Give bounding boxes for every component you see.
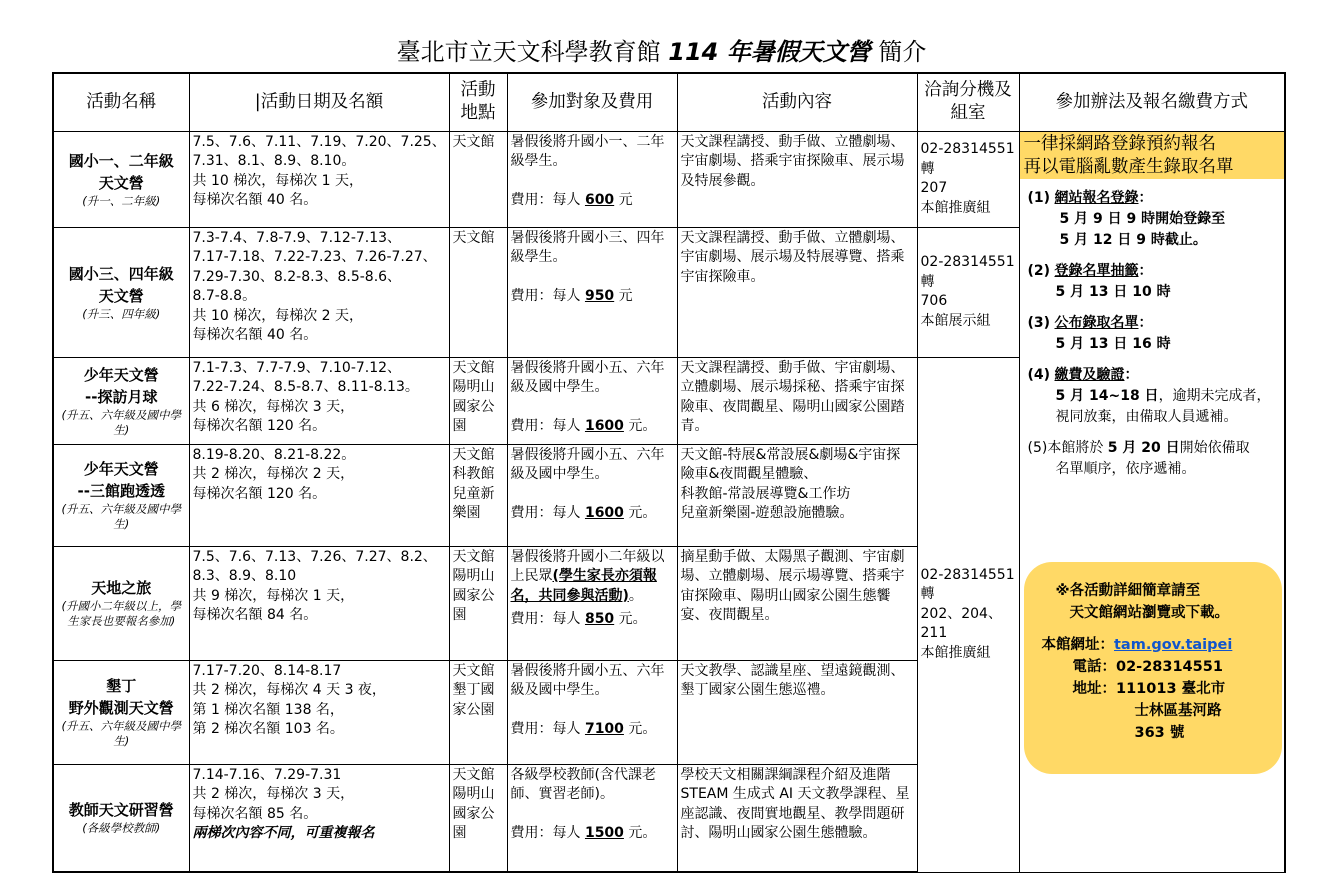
- contact-cell: 02-28314551 轉 706 本館展示組: [917, 227, 1019, 357]
- step-1: (1) 網站報名登錄： 5 月 9 日 9 時開始登錄至 5 月 12 日 9 時截止。: [1027, 189, 1226, 248]
- camp-target: 暑假後將升國小五、六年級及國中學生。 費用：每人 1600 元。: [507, 444, 677, 546]
- camp-audience: (升一、二年級): [82, 193, 161, 208]
- camp-dates: 7.5、7.6、7.13、7.26、7.27、8.2、 8.3、8.9、8.10 共 9 梯次，每梯次 1 天， 每梯次名額 84 名。: [189, 546, 449, 660]
- camp-name: 國小一、二年級: [68, 151, 174, 170]
- camp-target: 暑假後將升國小五、六年級及國中學生。 費用：每人 1600 元。: [507, 357, 677, 444]
- camp-target: 各級學校教師(含代課老師、實習老師)。 費用：每人 1500 元。: [507, 764, 677, 872]
- camp-dates: 7.1-7.3、7.7-7.9、7.10-7.12、 7.22-7.24、8.5-8.7、8.11-8.13。 共 6 梯次，每梯次 3 天， 每梯次名額 120 名。: [189, 357, 449, 444]
- table-row: [53, 131, 1285, 227]
- registration-steps: [1020, 188, 1285, 480]
- camp-content: 摘星動手做、太陽黑子觀測、宇宙劇場、立體劇場、展示場導覽、搭乘宇宙探險車、陽明山國家公園生態饗宴、夜間觀星。: [677, 546, 917, 660]
- camp-name: 天文營: [98, 173, 144, 192]
- header-target: 參加對象及費用: [507, 73, 677, 131]
- fee-amount: 1500: [584, 824, 624, 841]
- note-line: 天文館網站瀏覽或下載。: [1069, 604, 1229, 621]
- header-name: 活動名稱: [53, 73, 189, 131]
- header-dates: |活動日期及名額: [189, 73, 449, 131]
- camp-content: 天文課程講授、動手做、立體劇場、宇宙劇場、展示場及特展導覽、搭乘宇宙探險車。: [677, 227, 917, 357]
- camp-name-cell: 墾丁 野外觀測天文營 (升五、六年級及國中學生): [53, 660, 189, 764]
- date-line: 7.31、8.1、8.9、8.10。: [192, 153, 356, 169]
- camp-place: 天文館陽明山國家公園: [449, 546, 507, 660]
- camp-name-cell: [53, 131, 189, 227]
- camp-name-cell: 少年天文營 --探訪月球 (升五、六年級及國中學生): [53, 357, 189, 444]
- camp-name-cell: 教師天文研習營 (各級學校教師): [53, 764, 189, 872]
- fee-amount: 600: [584, 191, 615, 208]
- fee-amount: 950: [584, 287, 615, 304]
- registration-banner: 一律採網路登錄預約報名 再以電腦亂數產生錄取名單: [1020, 132, 1286, 179]
- fee-amount: 1600: [584, 504, 624, 521]
- camp-dates: 8.19-8.20、8.21-8.22。 共 2 梯次，每梯次 2 天， 每梯次名額 120 名。: [189, 444, 449, 546]
- address-line: 111013 臺北市: [1116, 680, 1226, 697]
- camp-target: [507, 131, 677, 227]
- contact-ext: 207: [920, 180, 948, 196]
- camp-place: 天文館墾丁國家公園: [449, 660, 507, 764]
- camp-content: 天文課程講授、動手做、宇宙劇場、立體劇場、展示場採秘、搭乘宇宙探險車、夜間觀星、陽明山國家公園踏青。: [677, 357, 917, 444]
- header-place: 活動地點: [449, 73, 507, 131]
- camp-content: 學校天文相關課綱課程介紹及進階 STEAM 生成式 AI 天文教學課程、星座認識、夜間實地觀星、教學問題研討、陽明山國家公園生態體驗。: [677, 764, 917, 872]
- camp-name-cell: 國小三、四年級 天文營 (升三、四年級): [53, 227, 189, 357]
- camp-dates: [189, 131, 449, 227]
- howto-cell: [1019, 131, 1285, 872]
- date-line: 7.5、7.6、7.11、7.19、7.20、7.25、: [192, 133, 446, 150]
- repeat-note: 兩梯次內容不同，可重複報名: [192, 825, 375, 841]
- contact-cell: [917, 131, 1019, 227]
- title-suffix: 簡介: [878, 38, 927, 66]
- camp-dates: 7.14-7.16、7.29-7.31 共 2 梯次，每梯次 3 天， 每梯次名額 85 名。 兩梯次內容不同，可重複報名: [189, 764, 449, 872]
- step-2: (2) 登錄名單抽籤： 5 月 13 日 10 時: [1027, 262, 1171, 300]
- contact-unit: 本館推廣組: [920, 199, 991, 216]
- camp-target: 暑假後將升國小五、六年級及國中學生。 費用：每人 7100 元。: [507, 660, 677, 764]
- header-content: 活動內容: [677, 73, 917, 131]
- target-text: 暑假後將升國小一、二年級學生。: [510, 133, 665, 169]
- fee-amount: 850: [584, 611, 615, 627]
- camp-content: 天文館-特展&常設展&劇場&宇宙探險車&夜間觀星體驗、 科教館-常設展導覽&工作坊 兒童新樂園-遊憩設施體驗。: [677, 444, 917, 546]
- header-howto: 參加辦法及報名繳費方式: [1019, 73, 1285, 131]
- camp-target: 暑假後將升國小二年級以上民眾(學生家長亦須報名，共同參與活動)。 費用：每人 850 元。: [507, 546, 677, 660]
- camp-dates: 7.17-7.20、8.14-8.17 共 2 梯次，每梯次 4 天 3 夜， 第 1 梯次名額 138 名， 第 2 梯次名額 103 名。: [189, 660, 449, 764]
- step-5: (5)本館將於 5 月 20 日開始依備取 名單順序，依序遞補。: [1027, 439, 1250, 477]
- fee-amount: 7100: [584, 720, 624, 737]
- website-link[interactable]: tam.gov.taipei: [1114, 636, 1233, 653]
- camp-name-cell: 少年天文營 --三館跑透透 (升五、六年級及國中學生): [53, 444, 189, 546]
- title-prefix: 臺北市立天文科學教育館: [396, 38, 661, 66]
- title-emphasis: 114 年暑假天文營: [668, 38, 871, 66]
- table-header-row: [53, 73, 1285, 131]
- fee-text: 費用：每人 600 元: [510, 191, 633, 208]
- contact-phone: 02-28314551 轉: [920, 141, 1015, 177]
- camp-content: 天文課程講授、動手做、立體劇場、宇宙劇場、搭乘宇宙探險車、展示場及特展參觀。: [677, 131, 917, 227]
- contact-cell: 02-28314551 轉 202、204、211 本館推廣組: [917, 357, 1019, 872]
- camp-place: 天文館: [449, 131, 507, 227]
- camp-place: 天文館陽明山國家公園: [449, 357, 507, 444]
- date-line: 每梯次名額 40 名。: [192, 192, 318, 208]
- info-bubble: ※各活動詳細簡章請至 天文館網站瀏覽或下載。 本館網址：tam.gov.taipei 電話：02-28314551 地址：111013 臺北市 士林區基河路 363 號: [1024, 562, 1282, 774]
- step-3: (3) 公布錄取名單： 5 月 13 日 16 時: [1027, 314, 1171, 352]
- camp-place: 天文館陽明山國家公園: [449, 764, 507, 872]
- phone-number: 02-28314551: [1116, 658, 1223, 675]
- header-contact: 洽詢分機及組室: [917, 73, 1019, 131]
- step-4: (4) 繳費及驗證： 5 月 14~18 日，逾期未完成者， 視同放棄，由備取人員遞補。: [1027, 366, 1271, 425]
- camp-place: 天文館: [449, 227, 507, 357]
- camp-table: [52, 72, 1286, 873]
- camp-content: 天文教學、認識星座、望遠鏡觀測、墾丁國家公園生態巡禮。: [677, 660, 917, 764]
- camp-dates: 7.3-7.4、7.8-7.9、7.12-7.13、 7.17-7.18、7.22-7.23、7.26-7.27、 7.29-7.30、8.2-8.3、8.5-8.6、 8.7-8.8。 共 10 梯次，每梯次 2 天， 每梯次名額 40 名。: [189, 227, 449, 357]
- note-line: ※各活動詳細簡章請至: [1055, 582, 1201, 599]
- camp-name-cell: 天地之旅 (升國小二年級以上，學生家長也要報名參加): [53, 546, 189, 660]
- camp-target: 暑假後將升國小三、四年級學生。 費用：每人 950 元: [507, 227, 677, 357]
- date-line: 共 10 梯次，每梯次 1 天，: [192, 172, 364, 189]
- camp-place: 天文館科教館兒童新樂園: [449, 444, 507, 546]
- page-title: [0, 36, 1323, 68]
- fee-amount: 1600: [584, 417, 624, 434]
